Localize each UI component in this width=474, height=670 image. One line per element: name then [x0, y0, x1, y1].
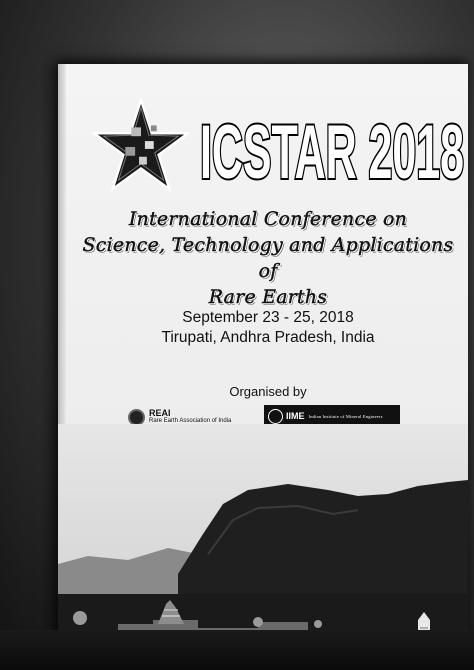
event-dates: September 23 - 25, 2018	[182, 309, 354, 326]
temple-hills-photo	[58, 424, 468, 664]
conference-name-line-3: Rare Earths	[208, 286, 328, 308]
poster-page	[58, 64, 468, 664]
poster-title	[198, 112, 468, 188]
event-details	[78, 308, 458, 348]
reai-abbr: REAI	[149, 408, 171, 418]
iime-logo-icon	[268, 409, 283, 424]
star-logo-icon	[92, 98, 190, 192]
iime-abbr: IIME	[286, 411, 305, 421]
event-location: Tirupati, Andhra Pradesh, India	[161, 329, 375, 346]
iime-full-name: Indian Institute of Mineral Engineers	[308, 413, 383, 419]
reai-logo-icon	[128, 409, 145, 426]
conference-name-line-1: International Conference on	[128, 208, 408, 230]
scan-bottom-edge	[0, 630, 474, 670]
conference-name	[78, 206, 458, 310]
organised-by-label: Organised by	[229, 384, 307, 399]
conference-name-line-2: Science, Technology and Applications of	[82, 234, 454, 282]
reai-full-name: Rare Earth Association of India	[149, 418, 232, 424]
poster-title-text: ICSTAR 2018	[200, 112, 464, 188]
